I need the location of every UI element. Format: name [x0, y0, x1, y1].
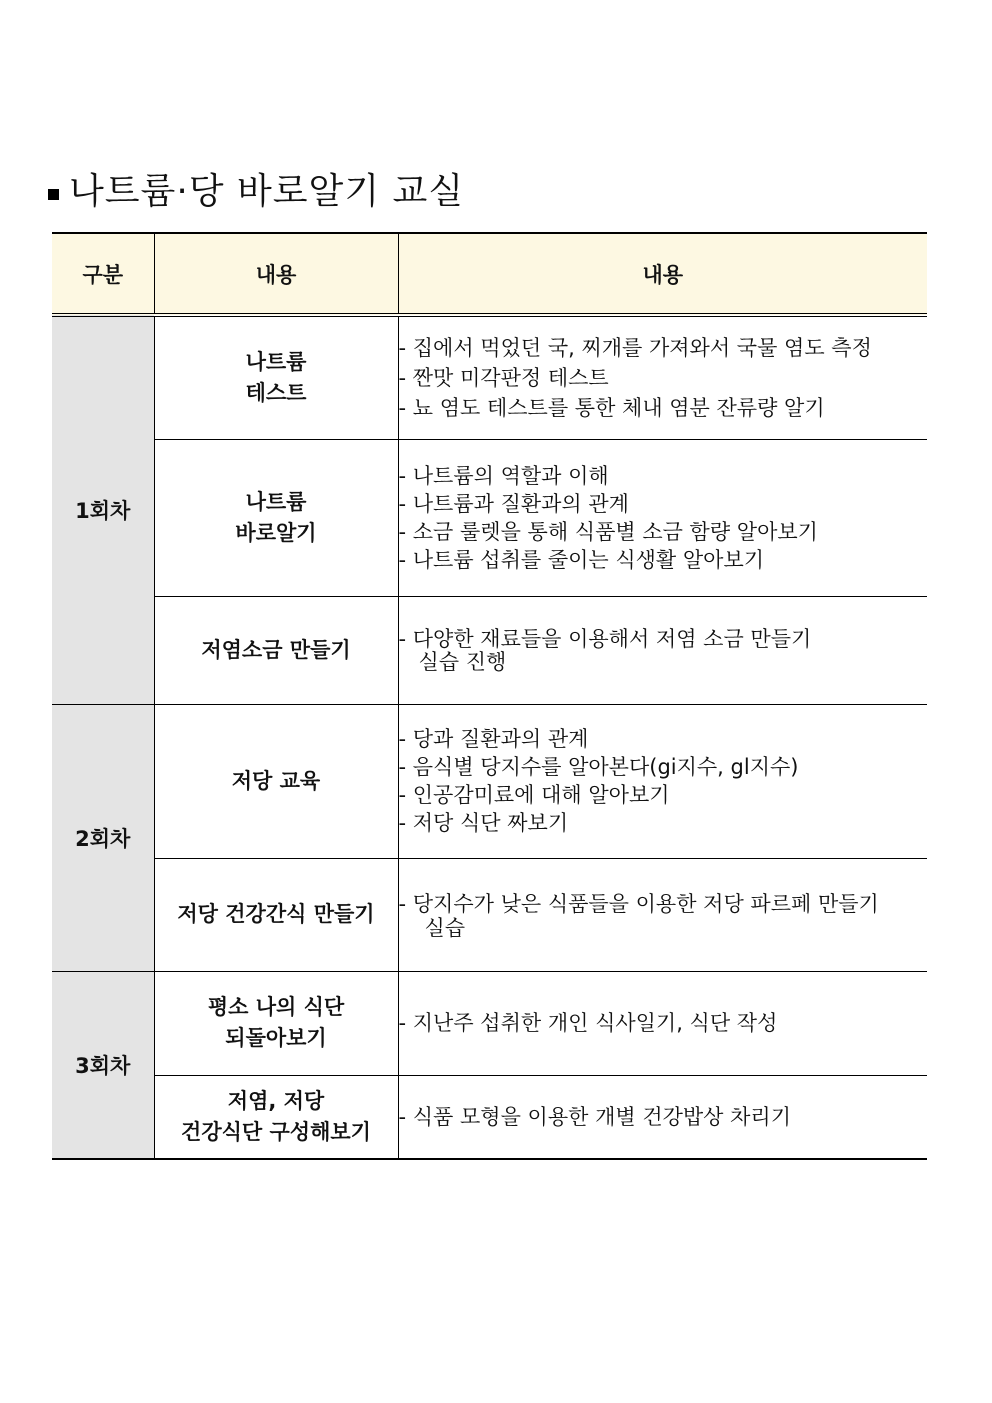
topic-line: 저당 건강간식 만들기: [177, 902, 375, 926]
topic-line: 평소 나의 식단: [207, 995, 345, 1019]
topic-cell: [154, 858, 398, 971]
table-row: [52, 315, 927, 439]
square-bullet-icon: [48, 189, 59, 200]
content-line: - 나트륨 섭취를 줄이는 식생활 알아보기: [398, 547, 765, 572]
content-cell: [398, 704, 927, 858]
content-cell: [398, 315, 927, 439]
content-line: - 뇨 염도 테스트를 통한 체내 염분 잔류량 알기: [398, 395, 825, 420]
topic-line: 되돌아보기: [225, 1026, 327, 1050]
topic-cell: [154, 596, 398, 704]
session-2-cell: 2회차: [52, 704, 154, 971]
table-row: [52, 596, 927, 704]
table-row: [52, 971, 927, 1075]
content-line: - 당지수가 낮은 식품들을 이용한 저당 파르페 만들기: [398, 891, 879, 916]
topic-line: 저당 교육: [231, 768, 321, 793]
topic-line: 테스트: [245, 380, 307, 405]
header-category: 구분: [52, 233, 154, 315]
topic-line: 바로알기: [235, 520, 317, 545]
content-line: - 식품 모형을 이용한 개별 건강밥상 차리기: [398, 1104, 791, 1129]
content-cell: [398, 1075, 927, 1159]
content-cell: [398, 596, 927, 704]
content-line: - 소금 룰렛을 통해 식품별 소금 함량 알아보기: [398, 519, 818, 544]
topic-line: 저염소금 만들기: [201, 637, 351, 662]
topic-cell: [154, 439, 398, 596]
content-cell: [398, 439, 927, 596]
content-line: - 음식별 당지수를 알아본다(gi지수, gl지수): [398, 755, 799, 779]
content-line: - 인공감미료에 대해 알아보기: [398, 783, 670, 807]
content-line: - 다양한 재료들을 이용해서 저염 소금 만들기: [398, 627, 812, 651]
topic-cell: [154, 315, 398, 439]
table-row: [52, 1075, 927, 1159]
session-3-cell: 3회차: [52, 971, 154, 1159]
page-title-text: 나트륨·당 바로알기 교실: [69, 170, 465, 212]
topic-cell: [154, 1075, 398, 1159]
table-row: [52, 439, 927, 596]
topic-cell: [154, 704, 398, 858]
topic-line: 나트륨: [245, 489, 307, 514]
content-line: - 짠맛 미각판정 테스트: [398, 365, 609, 390]
page-title: [48, 160, 464, 216]
content-line: - 집에서 먹었던 국, 찌개를 가져와서 국물 염도 측정: [398, 335, 872, 360]
session-1-cell: 1회차: [52, 315, 154, 704]
header-content: 내용: [398, 233, 927, 315]
topic-line: 나트륨: [245, 349, 307, 374]
content-line: - 나트륨과 질환과의 관계: [398, 491, 629, 516]
header-topic: 내용: [154, 233, 398, 315]
content-cell: [398, 971, 927, 1075]
content-line: 실습 진행: [418, 650, 507, 674]
table-header-row: [52, 233, 927, 315]
content-line: - 당과 질환과의 관계: [398, 727, 589, 751]
topic-line: 저염, 저당: [227, 1088, 325, 1113]
content-line: - 저당 식단 짜보기: [398, 811, 569, 835]
content-line: - 나트륨의 역할과 이해: [398, 463, 609, 488]
table-row: [52, 704, 927, 858]
table-row: [52, 858, 927, 971]
content-line: - 지난주 섭취한 개인 식사일기, 식단 작성: [398, 1011, 778, 1035]
program-table: [52, 232, 927, 1160]
topic-line: 건강식단 구성해보기: [181, 1119, 371, 1144]
content-line: 실습: [424, 915, 466, 940]
content-cell: [398, 858, 927, 971]
topic-cell: [154, 971, 398, 1075]
